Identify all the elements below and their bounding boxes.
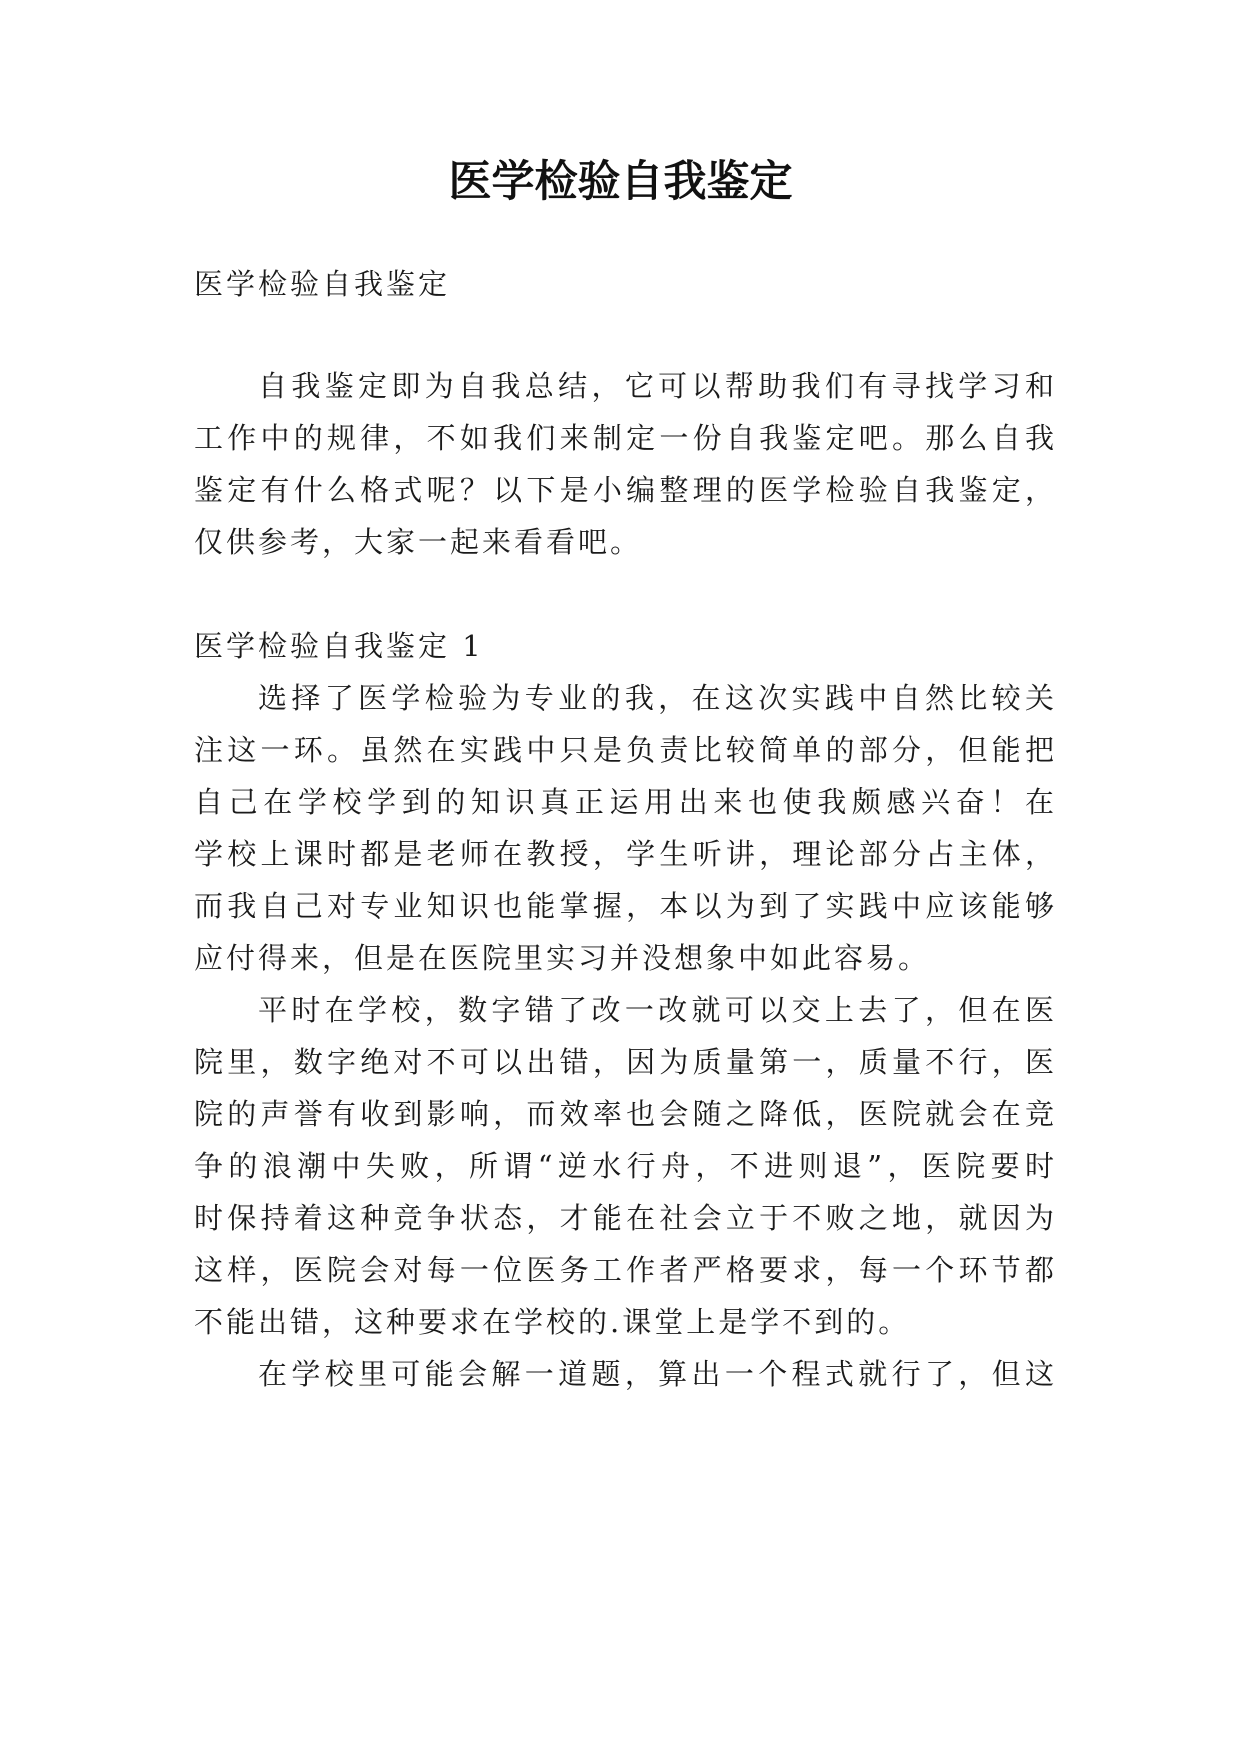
para1-line-3: 自己在学校学到的知识真正运用出来也使我颇感兴奋！在 [194, 785, 1054, 819]
para1-line-1: 选择了医学检验为专业的我，在这次实践中自然比较关 [258, 681, 1054, 715]
para2-line-3: 院的声誉有收到影响，而效率也会随之降低，医院就会在竞 [194, 1097, 1054, 1131]
para2-line-4: 争的浪潮中失败，所谓“逆水行舟，不进则退”，医院要时 [194, 1149, 1054, 1183]
subtitle: 医学检验自我鉴定 [194, 267, 451, 301]
para2-line-5: 时保持着这种竞争状态，才能在社会立于不败之地，就因为 [194, 1201, 1054, 1235]
para2-line-1: 平时在学校，数字错了改一改就可以交上去了，但在医 [258, 993, 1054, 1027]
para2-line-7: 不能出错，这种要求在学校的.课堂上是学不到的。 [194, 1305, 911, 1339]
para2-line-2: 院里，数字绝对不可以出错，因为质量第一，质量不行，医 [194, 1045, 1054, 1079]
para1-line-6: 应付得来，但是在医院里实习并没想象中如此容易。 [194, 941, 931, 975]
para1-line-2: 注这一环。虽然在实践中只是负责比较简单的部分，但能把 [194, 733, 1054, 767]
para1-line-5: 而我自己对专业知识也能掌握，本以为到了实践中应该能够 [194, 889, 1054, 923]
intro-line-4: 仅供参考，大家一起来看看吧。 [194, 525, 643, 559]
section-heading: 医学检验自我鉴定 1 [194, 629, 484, 663]
intro-line-3: 鉴定有什么格式呢？以下是小编整理的医学检验自我鉴定， [194, 473, 1054, 507]
para1-line-4: 学校上课时都是老师在教授，学生听讲，理论部分占主体， [194, 837, 1054, 871]
para3-line-1: 在学校里可能会解一道题，算出一个程式就行了，但这 [258, 1357, 1054, 1391]
para2-line-6: 这样，医院会对每一位医务工作者严格要求，每一个环节都 [194, 1253, 1054, 1287]
intro-line-2: 工作中的规律，不如我们来制定一份自我鉴定吧。那么自我 [194, 421, 1054, 455]
document-title: 医学检验自我鉴定 [448, 157, 793, 207]
intro-line-1: 自我鉴定即为自我总结，它可以帮助我们有寻找学习和 [258, 369, 1054, 403]
